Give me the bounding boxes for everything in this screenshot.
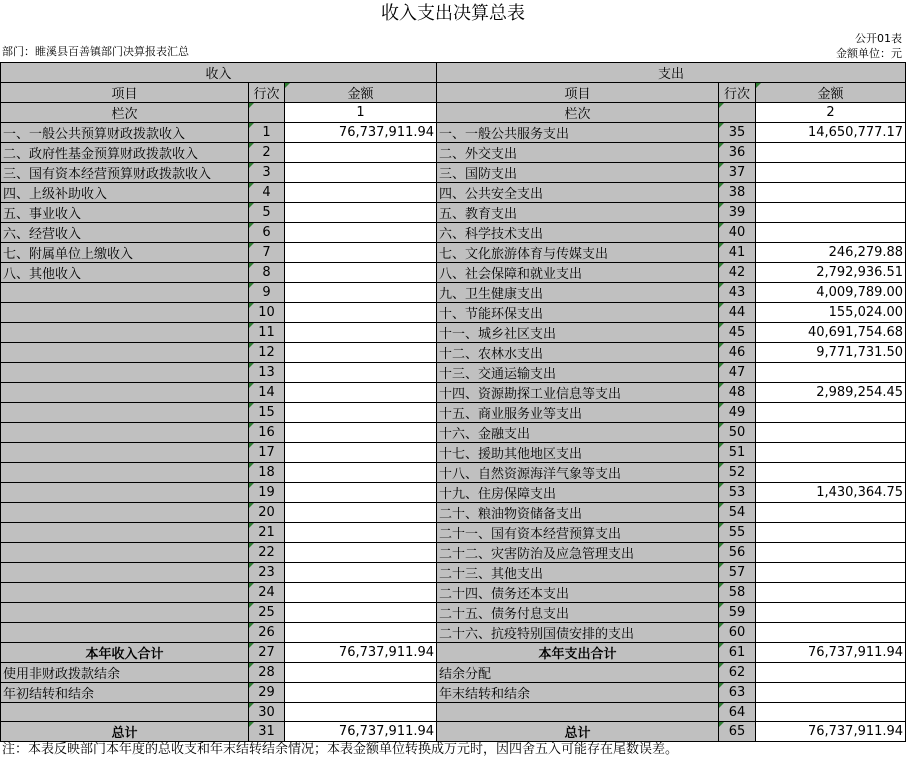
table-row <box>1 503 906 523</box>
expense-item-cell: 十一、城乡社区支出 <box>437 323 719 343</box>
income-amount-cell <box>285 363 437 383</box>
income-rowno-cell: 12 <box>249 343 285 363</box>
expense-item-cell: 二十六、抗疫特别国债安排的支出 <box>437 623 719 643</box>
income-rowno-cell: 20 <box>249 503 285 523</box>
income-rowno-cell: 26 <box>249 623 285 643</box>
income-rowno-cell: 19 <box>249 483 285 503</box>
summary-table <box>0 62 906 742</box>
income-rowno-cell: 10 <box>249 303 285 323</box>
income-rowno-cell: 8 <box>249 263 285 283</box>
income-rowno-cell: 24 <box>249 583 285 603</box>
expense-rowno-cell: 36 <box>719 143 756 163</box>
expense-item-cell: 十七、援助其他地区支出 <box>437 443 719 463</box>
expense-rowno-cell: 61 <box>719 643 756 663</box>
income-rowno-cell: 11 <box>249 323 285 343</box>
income-item-cell: 六、经营收入 <box>1 223 249 243</box>
table-row <box>1 123 906 143</box>
expense-amount-cell: 9,771,731.50 <box>756 343 906 363</box>
expense-item-cell: 二十二、灾害防治及应急管理支出 <box>437 543 719 563</box>
expense-amount-cell: 246,279.88 <box>756 243 906 263</box>
income-item-cell <box>1 343 249 363</box>
expense-rowno-cell: 46 <box>719 343 756 363</box>
expense-rowno-cell: 39 <box>719 203 756 223</box>
expense-rowno-cell: 52 <box>719 463 756 483</box>
table-row <box>1 403 906 423</box>
expense-rowno-cell: 51 <box>719 443 756 463</box>
expense-rowno-cell: 57 <box>719 563 756 583</box>
expense-item-cell: 二十五、债务付息支出 <box>437 603 719 623</box>
expense-amount-cell <box>756 563 906 583</box>
table-row <box>1 243 906 263</box>
income-amount-cell <box>285 323 437 343</box>
header-row-section <box>1 63 906 83</box>
expense-rowno-cell: 35 <box>719 123 756 143</box>
income-column-label-rowno <box>249 103 285 123</box>
expense-amount-cell <box>756 183 906 203</box>
expense-item-cell: 二十、粮油物资储备支出 <box>437 503 719 523</box>
expense-item-cell: 十三、交通运输支出 <box>437 363 719 383</box>
table-row <box>1 303 906 323</box>
expense-column-label-rowno <box>719 103 756 123</box>
expense-rowno-cell: 60 <box>719 623 756 643</box>
unit-label: 金额单位：元 <box>836 47 902 60</box>
income-item-cell: 八、其他收入 <box>1 263 249 283</box>
income-item-cell <box>1 363 249 383</box>
expense-item-cell: 七、文化旅游体育与传媒支出 <box>437 243 719 263</box>
expense-amount-cell: 2,989,254.45 <box>756 383 906 403</box>
form-code: 公开01表 <box>855 32 902 45</box>
income-item-cell <box>1 603 249 623</box>
expense-item-cell: 六、科学技术支出 <box>437 223 719 243</box>
expense-rowno-cell: 45 <box>719 323 756 343</box>
expense-rowno-cell: 42 <box>719 263 756 283</box>
expense-item-cell: 十二、农林水支出 <box>437 343 719 363</box>
expense-amount-cell <box>756 403 906 423</box>
header-row-columns <box>1 83 906 103</box>
income-amount-cell <box>285 463 437 483</box>
expense-amount-cell: 155,024.00 <box>756 303 906 323</box>
table-row <box>1 543 906 563</box>
expense-rowno-cell: 37 <box>719 163 756 183</box>
expense-amount-cell <box>756 463 906 483</box>
expense-rowno-cell: 48 <box>719 383 756 403</box>
income-amount-cell <box>285 603 437 623</box>
table-row <box>1 163 906 183</box>
income-item-cell: 四、上级补助收入 <box>1 183 249 203</box>
table-row <box>1 663 906 683</box>
income-column-label: 栏次 <box>1 103 249 123</box>
income-rowno-cell: 6 <box>249 223 285 243</box>
income-amount-cell <box>285 203 437 223</box>
income-amount-cell <box>285 663 437 683</box>
income-item-cell <box>1 543 249 563</box>
income-item-cell <box>1 503 249 523</box>
expense-amount-cell <box>756 623 906 643</box>
expense-header: 支出 <box>437 63 906 83</box>
expense-amount-cell <box>756 683 906 703</box>
expense-amount-cell <box>756 143 906 163</box>
expense-amount-cell <box>756 163 906 183</box>
income-amount-cell <box>285 623 437 643</box>
expense-rowno-cell: 58 <box>719 583 756 603</box>
table-row <box>1 603 906 623</box>
income-rowno-cell: 14 <box>249 383 285 403</box>
income-amount-cell <box>285 303 437 323</box>
expense-amount-cell <box>756 443 906 463</box>
expense-item-cell: 十八、自然资源海洋气象等支出 <box>437 463 719 483</box>
table-row <box>1 223 906 243</box>
income-amount-cell <box>285 583 437 603</box>
expense-rowno-cell: 44 <box>719 303 756 323</box>
income-item-cell <box>1 283 249 303</box>
report-title: 收入支出决算总表 <box>381 3 525 24</box>
table-row <box>1 323 906 343</box>
income-rowno-cell: 17 <box>249 443 285 463</box>
expense-rowno-cell: 64 <box>719 703 756 722</box>
footnote: 注：本表反映部门本年度的总收支和年末结转结余情况；本表金额单位转换成万元时，因四舍五入可能存在尾数误差。 <box>2 742 679 757</box>
income-rowno-cell: 29 <box>249 683 285 703</box>
income-amount-cell <box>285 283 437 303</box>
expense-amount-cell <box>756 523 906 543</box>
expense-item-cell: 十、节能环保支出 <box>437 303 719 323</box>
income-rowno-cell: 31 <box>249 722 285 742</box>
expense-rowno-cell: 50 <box>719 423 756 443</box>
expense-amount-header: 金额 <box>756 83 906 103</box>
table-row <box>1 143 906 163</box>
department-label: 部门：睢溪县百善镇部门决算报表汇总 <box>2 45 189 58</box>
income-amount-cell <box>285 183 437 203</box>
expense-amount-cell: 1,430,364.75 <box>756 483 906 503</box>
expense-column-number: 2 <box>756 103 906 123</box>
income-rowno-cell: 27 <box>249 643 285 663</box>
income-item-cell <box>1 323 249 343</box>
income-item-cell <box>1 303 249 323</box>
expense-amount-cell <box>756 363 906 383</box>
expense-item-cell: 十九、住房保障支出 <box>437 483 719 503</box>
expense-rowno-cell: 49 <box>719 403 756 423</box>
income-rowno-cell: 3 <box>249 163 285 183</box>
income-rowno-cell: 18 <box>249 463 285 483</box>
income-amount-cell <box>285 503 437 523</box>
expense-rowno-cell: 38 <box>719 183 756 203</box>
income-amount-cell <box>285 263 437 283</box>
income-amount-cell <box>285 443 437 463</box>
expense-item-cell: 八、社会保障和就业支出 <box>437 263 719 283</box>
income-rowno-cell: 15 <box>249 403 285 423</box>
table-row <box>1 643 906 663</box>
income-header: 收入 <box>1 63 437 83</box>
expense-rowno-cell: 62 <box>719 663 756 683</box>
table-row <box>1 583 906 603</box>
expense-rowno-header: 行次 <box>719 83 756 103</box>
income-item-cell <box>1 623 249 643</box>
expense-amount-cell: 4,009,789.00 <box>756 283 906 303</box>
income-item-cell: 二、政府性基金预算财政拨款收入 <box>1 143 249 163</box>
expense-amount-cell <box>756 703 906 722</box>
income-rowno-cell: 13 <box>249 363 285 383</box>
income-item-cell <box>1 463 249 483</box>
expense-amount-cell: 76,737,911.94 <box>756 643 906 663</box>
income-amount-cell <box>285 523 437 543</box>
expense-item-cell: 结余分配 <box>437 663 719 683</box>
income-item-cell <box>1 583 249 603</box>
income-amount-cell <box>285 483 437 503</box>
income-amount-header: 金额 <box>285 83 437 103</box>
income-amount-cell <box>285 343 437 363</box>
income-rowno-cell: 21 <box>249 523 285 543</box>
expense-item-cell: 总计 <box>437 722 719 742</box>
expense-item-cell <box>437 703 719 722</box>
income-amount-cell <box>285 243 437 263</box>
income-rowno-cell: 16 <box>249 423 285 443</box>
table-row <box>1 443 906 463</box>
income-rowno-cell: 22 <box>249 543 285 563</box>
table-row <box>1 463 906 483</box>
expense-rowno-cell: 56 <box>719 543 756 563</box>
expense-amount-cell: 2,792,936.51 <box>756 263 906 283</box>
table-row <box>1 563 906 583</box>
income-amount-cell <box>285 163 437 183</box>
income-item-cell: 总计 <box>1 722 249 742</box>
expense-rowno-cell: 54 <box>719 503 756 523</box>
table-row <box>1 183 906 203</box>
expense-item-cell: 二、外交支出 <box>437 143 719 163</box>
income-item-cell <box>1 563 249 583</box>
income-item-cell <box>1 703 249 722</box>
income-amount-cell <box>285 143 437 163</box>
income-amount-cell <box>285 223 437 243</box>
expense-amount-cell <box>756 223 906 243</box>
expense-item-cell: 三、国防支出 <box>437 163 719 183</box>
expense-rowno-cell: 65 <box>719 722 756 742</box>
income-amount-cell: 76,737,911.94 <box>285 643 437 663</box>
table-row <box>1 263 906 283</box>
income-item-cell <box>1 383 249 403</box>
expense-amount-cell <box>756 423 906 443</box>
expense-amount-cell <box>756 503 906 523</box>
income-item-cell <box>1 403 249 423</box>
expense-rowno-cell: 59 <box>719 603 756 623</box>
income-rowno-cell: 7 <box>249 243 285 263</box>
expense-amount-cell <box>756 543 906 563</box>
income-rowno-cell: 25 <box>249 603 285 623</box>
income-item-cell <box>1 523 249 543</box>
income-amount-cell <box>285 563 437 583</box>
income-amount-cell <box>285 423 437 443</box>
expense-item-header: 项目 <box>437 83 719 103</box>
expense-amount-cell <box>756 203 906 223</box>
income-amount-cell: 76,737,911.94 <box>285 722 437 742</box>
income-item-cell: 三、国有资本经营预算财政拨款收入 <box>1 163 249 183</box>
expense-item-cell: 五、教育支出 <box>437 203 719 223</box>
table-row <box>1 623 906 643</box>
expense-amount-cell <box>756 603 906 623</box>
income-rowno-cell: 28 <box>249 663 285 683</box>
table-row <box>1 283 906 303</box>
income-rowno-header: 行次 <box>249 83 285 103</box>
expense-rowno-cell: 55 <box>719 523 756 543</box>
income-amount-cell <box>285 383 437 403</box>
expense-rowno-cell: 43 <box>719 283 756 303</box>
expense-rowno-cell: 47 <box>719 363 756 383</box>
table-row <box>1 423 906 443</box>
income-item-cell: 五、事业收入 <box>1 203 249 223</box>
expense-amount-cell: 14,650,777.17 <box>756 123 906 143</box>
income-amount-cell <box>285 703 437 722</box>
income-amount-cell: 76,737,911.94 <box>285 123 437 143</box>
income-rowno-cell: 9 <box>249 283 285 303</box>
expense-item-cell: 十五、商业服务业等支出 <box>437 403 719 423</box>
income-amount-cell <box>285 403 437 423</box>
expense-rowno-cell: 63 <box>719 683 756 703</box>
income-rowno-cell: 30 <box>249 703 285 722</box>
income-item-header: 项目 <box>1 83 249 103</box>
table-row <box>1 483 906 503</box>
expense-item-cell: 年末结转和结余 <box>437 683 719 703</box>
income-item-cell <box>1 483 249 503</box>
expense-amount-cell <box>756 583 906 603</box>
expense-item-cell: 二十一、国有资本经营预算支出 <box>437 523 719 543</box>
income-item-cell: 年初结转和结余 <box>1 683 249 703</box>
expense-item-cell: 九、卫生健康支出 <box>437 283 719 303</box>
income-item-cell: 一、一般公共预算财政拨款收入 <box>1 123 249 143</box>
income-rowno-cell: 5 <box>249 203 285 223</box>
income-rowno-cell: 4 <box>249 183 285 203</box>
header-row-column-label <box>1 103 906 123</box>
expense-amount-cell: 40,691,754.68 <box>756 323 906 343</box>
table-row <box>1 722 906 742</box>
expense-rowno-cell: 53 <box>719 483 756 503</box>
table-row <box>1 203 906 223</box>
income-rowno-cell: 2 <box>249 143 285 163</box>
income-item-cell: 七、附属单位上缴收入 <box>1 243 249 263</box>
table-row <box>1 523 906 543</box>
table-row <box>1 703 906 722</box>
income-item-cell: 使用非财政拨款结余 <box>1 663 249 683</box>
table-row <box>1 383 906 403</box>
income-column-number: 1 <box>285 103 437 123</box>
expense-rowno-cell: 41 <box>719 243 756 263</box>
expense-item-cell: 二十三、其他支出 <box>437 563 719 583</box>
expense-item-cell: 十四、资源勘探工业信息等支出 <box>437 383 719 403</box>
expense-item-cell: 十六、金融支出 <box>437 423 719 443</box>
income-amount-cell <box>285 543 437 563</box>
expense-item-cell: 本年支出合计 <box>437 643 719 663</box>
expense-amount-cell: 76,737,911.94 <box>756 722 906 742</box>
income-item-cell <box>1 443 249 463</box>
table-row <box>1 683 906 703</box>
table-row <box>1 363 906 383</box>
expense-item-cell: 四、公共安全支出 <box>437 183 719 203</box>
expense-rowno-cell: 40 <box>719 223 756 243</box>
expense-column-label: 栏次 <box>437 103 719 123</box>
expense-item-cell: 一、一般公共服务支出 <box>437 123 719 143</box>
income-rowno-cell: 23 <box>249 563 285 583</box>
expense-item-cell: 二十四、债务还本支出 <box>437 583 719 603</box>
table-row <box>1 343 906 363</box>
income-rowno-cell: 1 <box>249 123 285 143</box>
income-item-cell: 本年收入合计 <box>1 643 249 663</box>
expense-amount-cell <box>756 663 906 683</box>
income-item-cell <box>1 423 249 443</box>
income-amount-cell <box>285 683 437 703</box>
